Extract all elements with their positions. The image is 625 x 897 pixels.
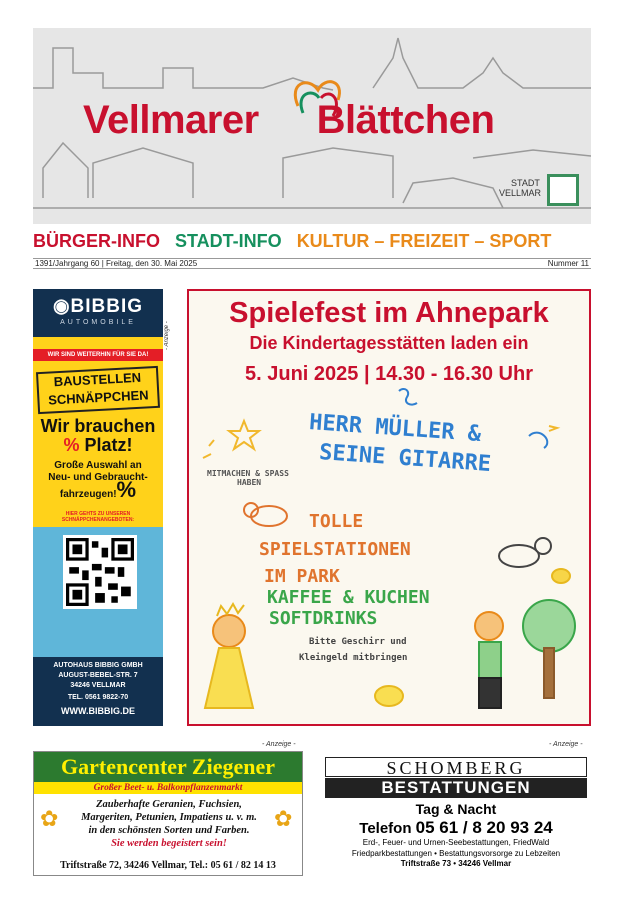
section-kultur: KULTUR – FREIZEIT – SPORT bbox=[296, 231, 552, 251]
section-buerger: BÜRGER-INFO bbox=[33, 231, 160, 251]
schomberg-bestattungen: BESTATTUNGEN bbox=[325, 778, 587, 798]
bibbig-need-space: Wir brauchen % Platz! bbox=[40, 416, 156, 455]
fest-mitmachen: MITMACHEN & SPASS HABEN bbox=[207, 469, 289, 487]
schomberg-phone-number[interactable]: 05 61 / 8 20 93 24 bbox=[415, 818, 553, 837]
fest-tolle: TOLLE bbox=[309, 511, 364, 532]
bibbig-subtitle: AUTOMOBILE bbox=[60, 319, 136, 326]
bibbig-anzeige-label: - Anzeige - bbox=[164, 321, 170, 350]
fest-title: Spielefest im Ahnepark bbox=[229, 297, 549, 329]
schomberg-telefon: Telefon 05 61 / 8 20 93 24 bbox=[359, 818, 553, 837]
fest-im-park: IM PARK bbox=[264, 566, 340, 587]
schomberg-vorsorge: Friedparkbestattungen • Bestattungsvorsorge zu Lebzeiten bbox=[351, 849, 561, 858]
bibbig-qr-hint: HIER GEHTS ZU UNSEREN SCHNÄPPCHENANGEBOTEN: bbox=[61, 511, 135, 523]
fest-spielstationen: SPIELSTATIONEN bbox=[259, 539, 411, 560]
bibbig-address: AUTOHAUS BIBBIG GMBH AUGUST-BEBEL-STR. 7 34246 VELLMAR TEL. 0561 9822-70 WWW.BIBBIG.DE bbox=[33, 661, 163, 716]
stadt-logo-line2: VELLMAR bbox=[499, 188, 542, 198]
anzeige-label-left: - Anzeige - bbox=[262, 741, 296, 748]
masthead-title bbox=[83, 98, 494, 143]
stadt-logo-line1: STADT bbox=[511, 178, 540, 188]
anzeige-label-right: - Anzeige - bbox=[549, 741, 583, 748]
title-right: Blättchen bbox=[316, 98, 495, 142]
spielefest-ad[interactable] bbox=[187, 289, 591, 726]
schomberg-address: Triftstraße 73 • 34246 Vellmar bbox=[400, 859, 512, 868]
fest-herr-mueller: HERR MÜLLER & bbox=[308, 410, 482, 447]
fest-softdrinks: SOFTDRINKS bbox=[269, 608, 378, 629]
garten-address: Triftstraße 72, 34246 Vellmar, Tel.: 05 61 / 82 14 13 bbox=[60, 860, 276, 871]
bibbig-brand: ◉BIBBIG bbox=[52, 296, 144, 317]
section-stadt: STADT-INFO bbox=[175, 231, 282, 251]
stadt-emblem-icon bbox=[547, 174, 579, 206]
bibbig-ribbon: WIR SIND WEITERHIN FÜR SIE DA! bbox=[33, 349, 163, 361]
schomberg-tag-nacht: Tag & Nacht bbox=[415, 801, 497, 817]
schomberg-services: Erd-, Feuer- und Urnen-Seebestattungen, FriedWald bbox=[362, 838, 550, 847]
fest-gitarre: SEINE GITARRE bbox=[318, 440, 492, 477]
title-left: Vellmarer bbox=[83, 98, 259, 142]
issue-number: Nummer 11 bbox=[547, 259, 589, 268]
stadt-vellmar-logo bbox=[499, 178, 541, 198]
bibbig-website-link[interactable]: WWW.BIBBIG.DE bbox=[61, 706, 135, 716]
bibbig-selection: Große Auswahl an Neu- und Gebraucht- fahrzeugen!% bbox=[48, 460, 148, 502]
issue-info-bar bbox=[33, 258, 591, 269]
fest-kleingeld: Kleingeld mitbringen bbox=[299, 653, 408, 663]
garten-body: Zauberhafte Geranien, Fuchsien, Margeriten, Petunien, Impatiens u. v. m. in den schönsten Sorten und Farben. Sie werden begeistert sein! bbox=[81, 799, 257, 849]
fest-date: 5. Juni 2025 | 14.30 - 16.30 Uhr bbox=[245, 363, 533, 385]
fest-subtitle: Die Kindertagesstätten laden ein bbox=[249, 333, 529, 353]
fest-kaffee: KAFFEE & KUCHEN bbox=[267, 587, 430, 608]
gartencenter-ad[interactable] bbox=[33, 751, 303, 876]
issue-date: 1391/Jahrgang 60 | Freitag, den 30. Mai 2025 bbox=[35, 259, 198, 268]
garten-title: Gartencenter Ziegener bbox=[34, 752, 302, 782]
fest-geschirr: Bitte Geschirr und bbox=[309, 637, 407, 647]
bibbig-baustellen-box: BAUSTELLEN SCHNÄPPCHEN bbox=[36, 366, 160, 414]
flower-left-icon: ✿ bbox=[40, 806, 59, 831]
garten-subtitle: Großer Beet- u. Balkonpflanzenmarkt bbox=[34, 782, 302, 794]
schomberg-name: SCHOMBERG bbox=[325, 757, 587, 777]
bibbig-logo-icon: ◉ bbox=[52, 296, 71, 317]
masthead bbox=[33, 28, 591, 224]
flower-right-icon: ✿ bbox=[274, 806, 293, 831]
bibbig-ad[interactable] bbox=[33, 289, 163, 726]
qr-code-icon[interactable] bbox=[63, 535, 137, 609]
schomberg-ad[interactable] bbox=[321, 751, 591, 873]
section-headline bbox=[33, 231, 603, 252]
